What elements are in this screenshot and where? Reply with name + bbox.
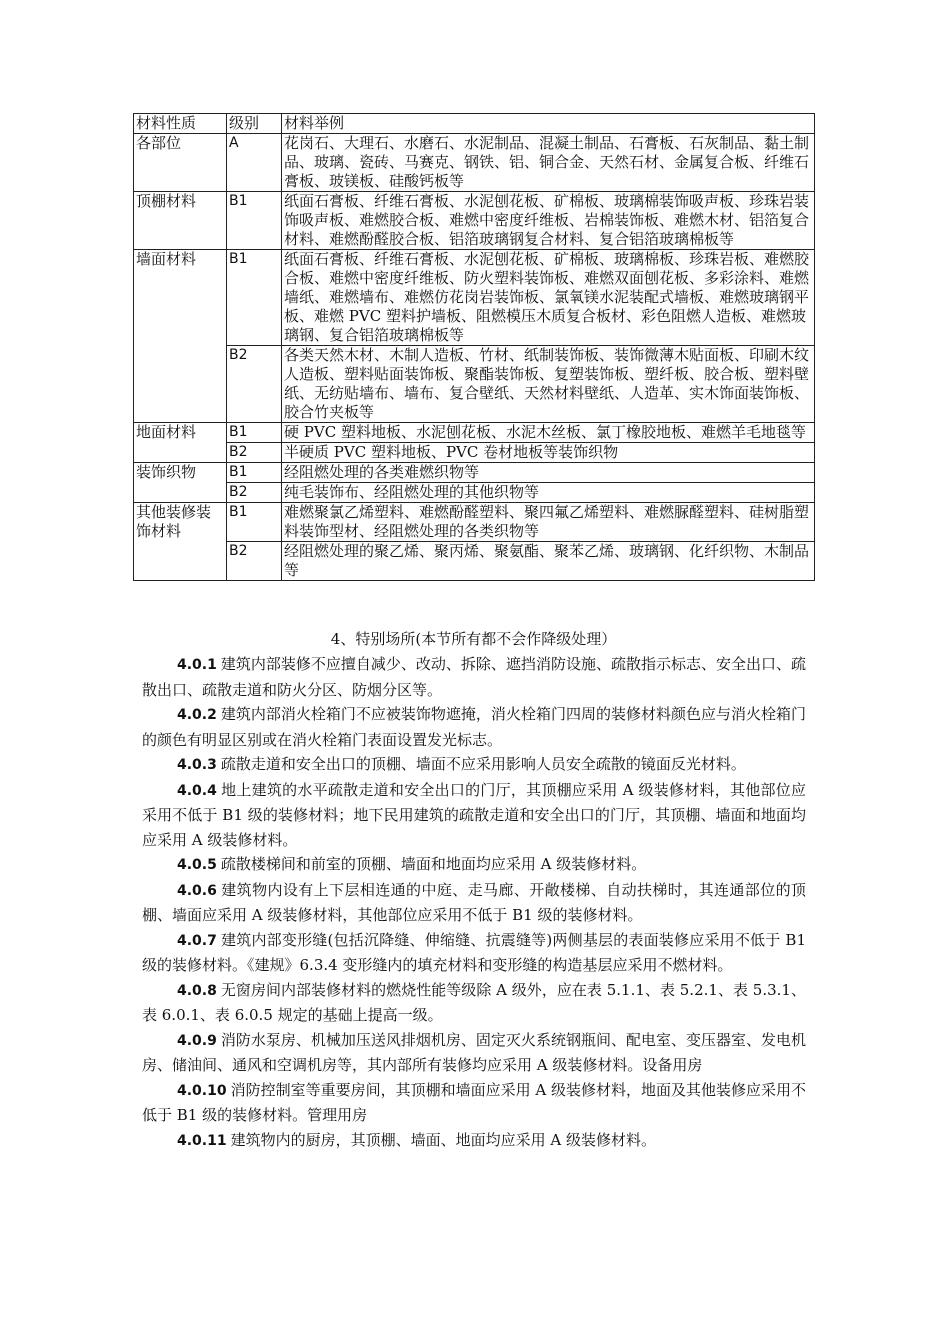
level-cell: B2 bbox=[227, 483, 282, 503]
clause-text: 建筑内部变形缝(包括沉降缝、伸缩缝、抗震缝等)两侧基层的表面装修应采用不低于 B1 级的装修材料。《建规》6.3.4 变形缝内的填充材料和变形缝的构造基层应采用不燃材料。 bbox=[142, 930, 806, 974]
examples-cell: 难燃聚氯乙烯塑料、难燃酚醛塑料、聚四氟乙烯塑料、难燃脲醛塑料、硅树脂塑料装饰型材、经阻燃处理的各类织物等 bbox=[282, 503, 815, 542]
examples-cell: 花岗石、大理石、水磨石、水泥制品、混凝土制品、石膏板、石灰制品、黏土制品、玻璃、瓷砖、马赛克、钢铁、铝、铜合金、天然石材、金属复合板、纤维石膏板、玻镁板、硅酸钙板等 bbox=[282, 134, 815, 192]
clause-number: 4.0.2 bbox=[177, 707, 217, 723]
level-cell: B1 bbox=[227, 423, 282, 443]
level-cell: B1 bbox=[227, 250, 282, 346]
level-cell: B2 bbox=[227, 443, 282, 463]
materials-table bbox=[133, 113, 815, 581]
examples-cell: 纸面石膏板、纤维石膏板、水泥刨花板、矿棉板、玻璃棉板、珍珠岩板、难燃胶合板、难燃中密度纤维板、防火塑料装饰板、难燃双面刨花板、多彩涂料、难燃墙纸、难燃墙布、难燃仿花岗岩装饰板、氯氧镁水泥装配式墙板、难燃玻璃钢平板、难燃 PVC 塑料护墙板、阻燃模压木质复合板材、彩色阻燃人造板、难燃玻璃钢、复合铝箔玻璃棉板等 bbox=[282, 250, 815, 346]
clause-paragraph bbox=[142, 652, 806, 702]
clause-paragraph bbox=[142, 752, 806, 778]
clause-number: 4.0.7 bbox=[177, 932, 217, 949]
category-cell: 装饰织物 bbox=[134, 463, 227, 503]
examples-cell: 各类天然木材、木制人造板、竹材、纸制装饰板、装饰微薄木贴面板、印刷木纹人造板、塑料贴面装饰板、聚酯装饰板、复塑装饰板、塑纤板、胶合板、塑料壁纸、无纺贴墙布、墙布、复合壁纸、天然材料壁纸、人造革、实木饰面装饰板、胶合竹夹板等 bbox=[282, 346, 815, 423]
clause-number: 4.0.4 bbox=[177, 782, 217, 799]
table-header-row bbox=[134, 114, 815, 134]
clause-number: 4.0.8 bbox=[177, 982, 217, 999]
clause-text: 无窗房间内部装修材料的燃烧性能等级除 A 级外，应在表 5.1.1、表 5.2.1、表 5.3.1、表 6.0.1、表 6.0.5 规定的基础上提高一级。 bbox=[142, 980, 806, 1024]
table-row bbox=[134, 134, 815, 192]
clause-paragraph bbox=[142, 1078, 806, 1128]
clause-text: 疏散楼梯间和前室的顶棚、墙面和地面均应采用 A 级装修材料。 bbox=[220, 855, 647, 873]
clause-paragraph bbox=[142, 1028, 806, 1078]
clause-number: 4.0.10 bbox=[177, 1082, 227, 1099]
table-row bbox=[134, 192, 815, 250]
category-cell: 墙面材料 bbox=[134, 250, 227, 423]
table-row bbox=[134, 463, 815, 483]
category-cell: 各部位 bbox=[134, 134, 227, 192]
clause-list bbox=[142, 652, 806, 1153]
level-cell: B2 bbox=[227, 346, 282, 423]
clause-number: 4.0.5 bbox=[177, 857, 217, 873]
clause-text: 消防水泵房、机械加压送风排烟机房、固定灭火系统钢瓶间、配电室、变压器室、发电机房、储油间、通风和空调机房等，其内部所有装修均应采用 A 级装修材料。设备用房 bbox=[142, 1030, 806, 1074]
clause-text: 地上建筑的水平疏散走道和安全出口的门厅，其顶棚应采用 A 级装修材料，其他部位应采用不低于 B1 级的装修材料；地下民用建筑的疏散走道和安全出口的门厅，其顶棚、墙面和地面均应采用 A 级装修材料。 bbox=[142, 780, 806, 849]
table-row bbox=[134, 423, 815, 443]
level-cell: B1 bbox=[227, 192, 282, 250]
clause-text: 建筑物内的厨房，其顶棚、墙面、地面均应采用 A 级装修材料。 bbox=[230, 1130, 656, 1149]
table-row bbox=[134, 483, 815, 503]
examples-cell: 硬 PVC 塑料地板、水泥刨花板、水泥木丝板、氯丁橡胶地板、难燃羊毛地毯等 bbox=[282, 423, 815, 443]
clause-number: 4.0.6 bbox=[177, 882, 217, 899]
examples-cell: 纸面石膏板、纤维石膏板、水泥刨花板、矿棉板、玻璃棉装饰吸声板、珍珠岩装饰吸声板、难燃胶合板、难燃中密度纤维板、岩棉装饰板、难燃木材、铝箔复合材料、难燃酚醛胶合板、铝箔玻璃钢复合材料、复合铝箔玻璃棉板等 bbox=[282, 192, 815, 250]
examples-cell: 半硬质 PVC 塑料地板、PVC 卷材地板等装饰织物 bbox=[282, 443, 815, 463]
table-row bbox=[134, 503, 815, 542]
section-title: 4、特别场所(本节所有都不会作降级处理） bbox=[330, 630, 617, 648]
clause-paragraph bbox=[142, 978, 806, 1028]
table-row bbox=[134, 542, 815, 581]
table-row bbox=[134, 250, 815, 346]
header-category: 材料性质 bbox=[134, 114, 227, 134]
table-row bbox=[134, 346, 815, 423]
level-cell: B1 bbox=[227, 503, 282, 542]
level-cell: B1 bbox=[227, 463, 282, 483]
clause-text: 消防控制室等重要房间，其顶棚和墙面应采用 A 级装修材料，地面及其他装修应采用不低于 B1 级的装修材料。管理用房 bbox=[142, 1080, 806, 1124]
clause-paragraph bbox=[142, 878, 806, 928]
clause-paragraph bbox=[142, 778, 806, 853]
clause-number: 4.0.1 bbox=[177, 657, 217, 673]
clause-paragraph bbox=[142, 928, 806, 978]
category-cell: 顶棚材料 bbox=[134, 192, 227, 250]
clause-number: 4.0.3 bbox=[177, 757, 217, 773]
header-examples: 材料举例 bbox=[282, 114, 815, 134]
clause-text: 建筑物内设有上下层相连通的中庭、走马廊、开敞楼梯、自动扶梯时，其连通部位的顶棚、墙面应采用 A 级装修材料，其他部位应采用不低于 B1 级的装修材料。 bbox=[142, 880, 806, 924]
category-cell: 地面材料 bbox=[134, 423, 227, 463]
level-cell: B2 bbox=[227, 542, 282, 581]
examples-cell: 经阻燃处理的各类难燃织物等 bbox=[282, 463, 815, 483]
table-row bbox=[134, 443, 815, 463]
clause-text: 建筑内部消火栓箱门不应被装饰物遮掩，消火栓箱门四周的装修材料颜色应与消火栓箱门的颜色有明显区别或在消火栓箱门表面设置发光标志。 bbox=[142, 705, 806, 749]
clause-text: 疏散走道和安全出口的顶棚、墙面不应采用影响人员安全疏散的镜面反光材料。 bbox=[220, 755, 746, 773]
clause-number: 4.0.9 bbox=[177, 1032, 217, 1049]
header-level: 级别 bbox=[227, 114, 282, 134]
category-cell: 其他装修装饰材料 bbox=[134, 503, 227, 581]
clause-text: 建筑内部装修不应擅自减少、改动、拆除、遮挡消防设施、疏散指示标志、安全出口、疏散出口、疏散走道和防火分区、防烟分区等。 bbox=[142, 655, 806, 699]
clause-paragraph bbox=[142, 702, 806, 752]
clause-paragraph bbox=[142, 852, 806, 878]
clause-paragraph bbox=[142, 1128, 806, 1154]
clause-number: 4.0.11 bbox=[177, 1132, 227, 1149]
examples-cell: 纯毛装饰布、经阻燃处理的其他织物等 bbox=[282, 483, 815, 503]
level-cell: A bbox=[227, 134, 282, 192]
examples-cell: 经阻燃处理的聚乙烯、聚丙烯、聚氨酯、聚苯乙烯、玻璃钢、化纤织物、木制品等 bbox=[282, 542, 815, 581]
